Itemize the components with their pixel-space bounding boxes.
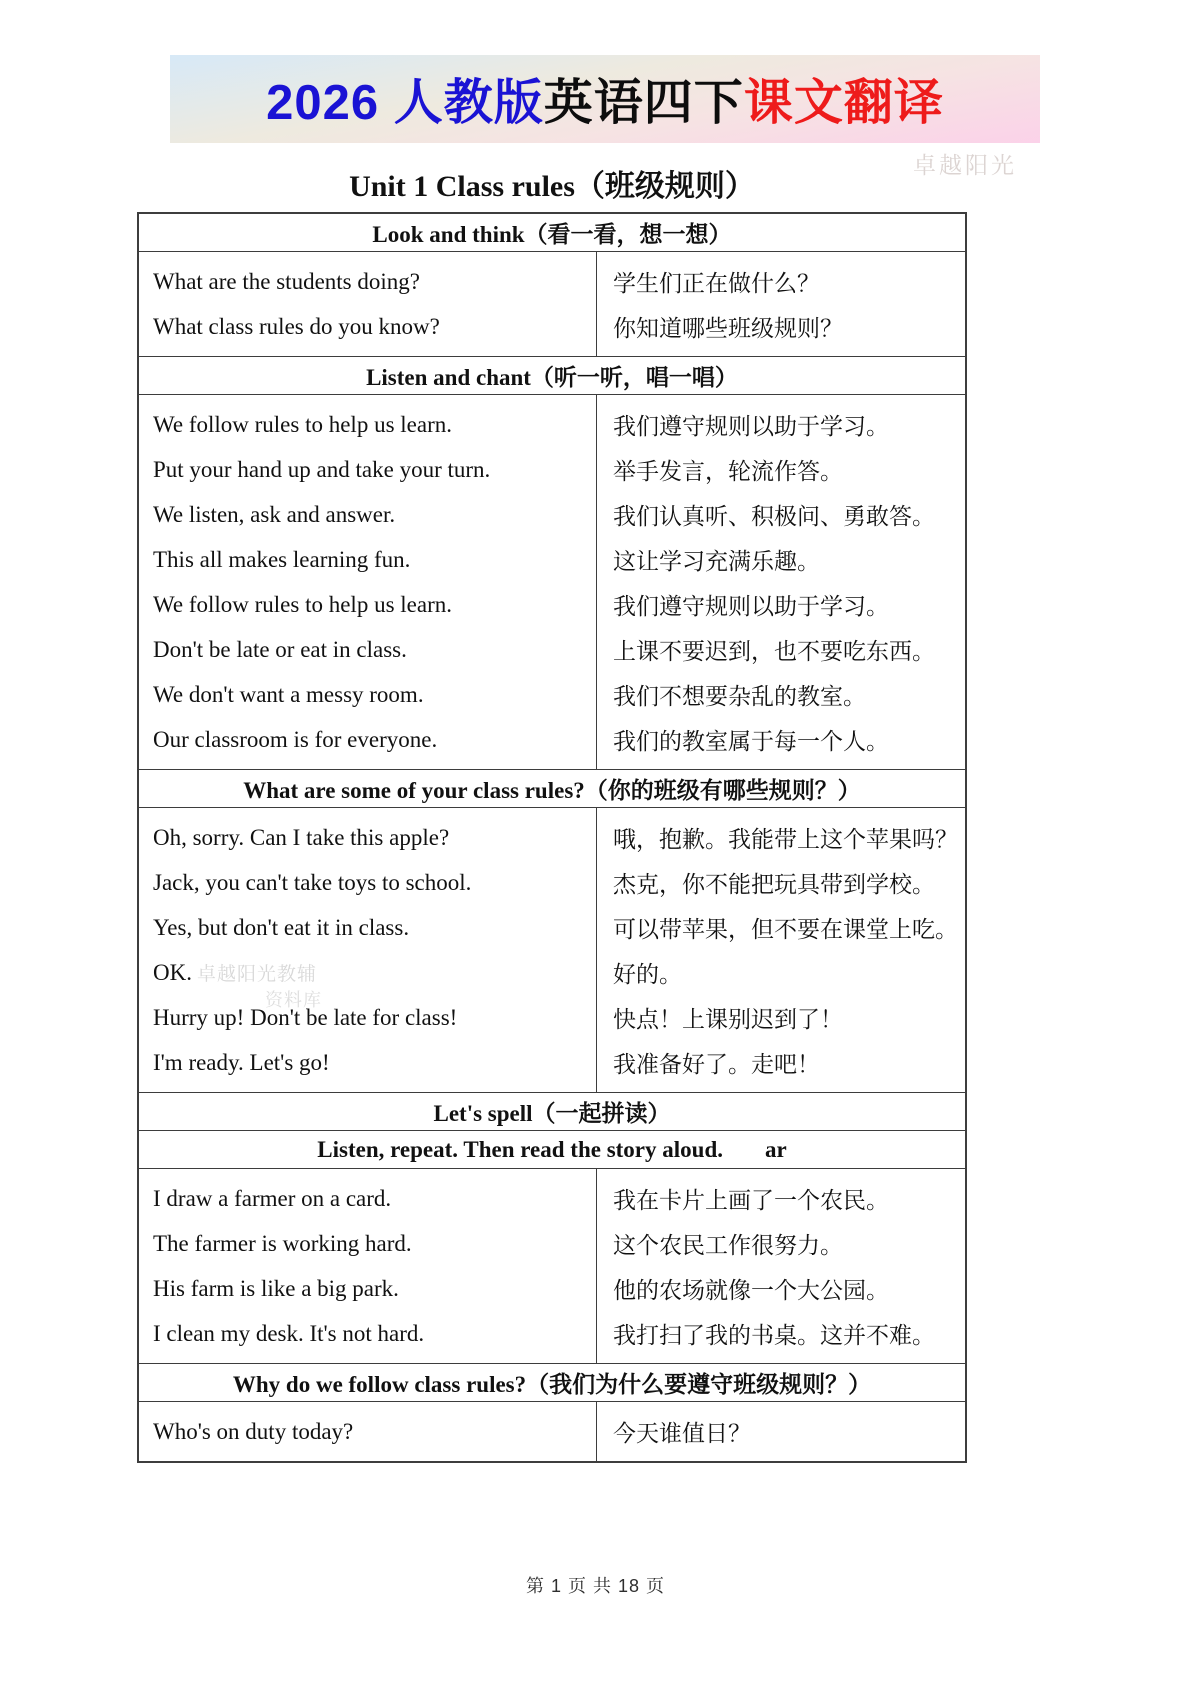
english-sentence-text: We don't want a messy room. bbox=[153, 681, 424, 707]
english-sentence bbox=[153, 717, 596, 762]
english-column-cell bbox=[139, 808, 597, 1092]
english-sentence-text: Our classroom is for everyone. bbox=[153, 726, 438, 752]
english-sentence bbox=[153, 537, 596, 582]
chinese-translation-text: 快点！上课别迟到了！ bbox=[613, 1007, 843, 1032]
english-sentence bbox=[153, 627, 596, 672]
chinese-column-cell bbox=[597, 252, 965, 356]
chinese-translation-text: 杰克，你不能把玩具带到学校。 bbox=[613, 872, 935, 897]
english-sentence-text: I clean my desk. It's not hard. bbox=[153, 1320, 425, 1346]
chinese-translation-text: 我们不想要杂乱的教室。 bbox=[613, 684, 866, 709]
english-sentence-text: Don't be late or eat in class. bbox=[153, 636, 407, 662]
chinese-translation-text: 学生们正在做什么？ bbox=[613, 271, 820, 296]
english-sentence bbox=[153, 950, 596, 1010]
section-header-text: Listen and chant（听一听，唱一唱） bbox=[366, 365, 738, 390]
chinese-translation bbox=[613, 950, 965, 995]
chinese-column-cell bbox=[597, 808, 965, 1092]
english-column-cell bbox=[139, 1169, 597, 1363]
chinese-translation bbox=[613, 627, 965, 672]
chinese-translation-text: 哦，抱歉。我能带上这个苹果吗？ bbox=[613, 827, 958, 852]
english-sentence bbox=[153, 995, 596, 1040]
chinese-translation-text: 我准备好了。走吧！ bbox=[613, 1052, 820, 1077]
section-content-row bbox=[139, 1402, 965, 1461]
banner-text-red: 课文翻译 bbox=[743, 76, 944, 130]
english-sentence bbox=[153, 1311, 596, 1356]
english-sentence bbox=[153, 1409, 596, 1454]
chinese-translation bbox=[613, 537, 965, 582]
chinese-translation bbox=[613, 582, 965, 627]
watermark-inline-line1: 卓越阳光教辅 bbox=[196, 964, 317, 985]
chinese-column-cell bbox=[597, 1169, 965, 1363]
chinese-translation bbox=[613, 1266, 965, 1311]
english-sentence-text: I draw a farmer on a card. bbox=[153, 1185, 392, 1211]
section-header-text: Let's spell（一起拼读） bbox=[433, 1101, 671, 1126]
english-sentence bbox=[153, 1266, 596, 1311]
chinese-translation-text: 我在卡片上画了一个农民。 bbox=[613, 1188, 889, 1213]
chinese-translation bbox=[613, 995, 965, 1040]
english-sentence bbox=[153, 860, 596, 905]
english-sentence-text: This all makes learning fun. bbox=[153, 546, 411, 572]
english-sentence-text: His farm is like a big park. bbox=[153, 1275, 399, 1301]
chinese-translation bbox=[613, 492, 965, 537]
english-sentence bbox=[153, 1040, 596, 1085]
chinese-translation bbox=[613, 1040, 965, 1085]
english-sentence bbox=[153, 447, 596, 492]
section-header-text: Why do we follow class rules?（我们为什么要遵守班级规则？） bbox=[232, 1372, 872, 1397]
section-content-row bbox=[139, 252, 965, 357]
chinese-translation bbox=[613, 815, 965, 860]
chinese-translation-text: 我们的教室属于每一个人。 bbox=[613, 729, 889, 754]
banner-text-blue: 2026 人教版 bbox=[266, 76, 544, 130]
section-content-row bbox=[139, 808, 965, 1093]
english-sentence-text: Hurry up! Don't be late for class! bbox=[153, 1004, 458, 1030]
banner-text-black: 英语四下 bbox=[543, 76, 744, 130]
chinese-translation-text: 我们认真听、积极问、勇敢答。 bbox=[613, 504, 935, 529]
chinese-translation bbox=[613, 1176, 965, 1221]
english-sentence-text: OK. bbox=[153, 959, 192, 985]
chinese-translation-text: 这个农民工作很努力。 bbox=[613, 1233, 843, 1258]
chinese-translation bbox=[613, 672, 965, 717]
section-content-row bbox=[139, 1169, 965, 1364]
chinese-translation-text: 我们遵守规则以助于学习。 bbox=[613, 414, 889, 439]
page-number-footer: 第 1 页 共 18 页 bbox=[525, 1576, 666, 1596]
page-title: Unit 1 Class rules（班级规则） bbox=[349, 170, 755, 203]
section-header-text: Look and think（看一看，想一想） bbox=[372, 222, 732, 247]
chinese-translation bbox=[613, 447, 965, 492]
chinese-translation-text: 我们遵守规则以助于学习。 bbox=[613, 594, 889, 619]
doc-table bbox=[137, 212, 967, 1463]
english-sentence-text: We listen, ask and answer. bbox=[153, 501, 396, 527]
english-sentence-text: Put your hand up and take your turn. bbox=[153, 456, 491, 482]
section-header-extra: ar bbox=[765, 1136, 787, 1162]
english-sentence-text: We follow rules to help us learn. bbox=[153, 591, 452, 617]
chinese-translation-text: 可以带苹果，但不要在课堂上吃。 bbox=[613, 917, 958, 942]
watermark-inline-line2: 资料库 bbox=[264, 990, 322, 1010]
english-sentence-text: I'm ready. Let's go! bbox=[153, 1049, 330, 1075]
english-sentence bbox=[153, 492, 596, 537]
section-content-row bbox=[139, 395, 965, 770]
chinese-translation bbox=[613, 905, 965, 950]
section-header bbox=[139, 214, 965, 252]
english-sentence-text: Yes, but don't eat it in class. bbox=[153, 914, 410, 940]
english-column-cell bbox=[139, 395, 597, 769]
english-sentence-text: Jack, you can't take toys to school. bbox=[153, 869, 472, 895]
section-header bbox=[139, 1364, 965, 1402]
chinese-translation bbox=[613, 717, 965, 762]
chinese-translation-text: 上课不要迟到，也不要吃东西。 bbox=[613, 639, 935, 664]
chinese-translation bbox=[613, 860, 965, 905]
english-sentence bbox=[153, 582, 596, 627]
english-sentence bbox=[153, 402, 596, 447]
chinese-translation bbox=[613, 1221, 965, 1266]
chinese-column-cell bbox=[597, 395, 965, 769]
section-header-text: Listen, repeat. Then read the story aloud. bbox=[317, 1136, 723, 1162]
chinese-translation-text: 好的。 bbox=[613, 962, 682, 987]
english-sentence bbox=[153, 672, 596, 717]
english-sentence-text: What are the students doing? bbox=[153, 268, 420, 294]
title-banner bbox=[170, 55, 1040, 143]
english-sentence bbox=[153, 815, 596, 860]
chinese-column-cell bbox=[597, 1402, 965, 1461]
english-sentence bbox=[153, 1221, 596, 1266]
english-sentence bbox=[153, 1176, 596, 1221]
chinese-translation bbox=[613, 1409, 965, 1454]
chinese-translation-text: 他的农场就像一个大公园。 bbox=[613, 1278, 889, 1303]
english-column-cell bbox=[139, 252, 597, 356]
chinese-translation-text: 这让学习充满乐趣。 bbox=[613, 549, 820, 574]
english-sentence-text: What class rules do you know? bbox=[153, 313, 440, 339]
chinese-translation-text: 你知道哪些班级规则？ bbox=[613, 316, 843, 341]
english-sentence bbox=[153, 259, 596, 304]
english-sentence-text: Who's on duty today? bbox=[153, 1418, 354, 1444]
english-sentence-text: The farmer is working hard. bbox=[153, 1230, 412, 1256]
chinese-translation-text: 今天谁值日？ bbox=[613, 1421, 751, 1446]
chinese-translation-text: 我打扫了我的书桌。这并不难。 bbox=[613, 1323, 935, 1348]
watermark-top-right: 卓越阳光 bbox=[913, 153, 1017, 178]
english-sentence bbox=[153, 905, 596, 950]
english-sentence-text: We follow rules to help us learn. bbox=[153, 411, 452, 437]
section-header bbox=[139, 1093, 965, 1131]
chinese-translation bbox=[613, 1311, 965, 1356]
chinese-translation bbox=[613, 402, 965, 447]
chinese-translation-text: 举手发言，轮流作答。 bbox=[613, 459, 843, 484]
section-header-text: What are some of your class rules?（你的班级有哪些规则？） bbox=[243, 778, 861, 803]
english-column-cell bbox=[139, 1402, 597, 1461]
section-header bbox=[139, 1131, 965, 1169]
watermark-inline bbox=[196, 959, 322, 1010]
english-sentence-text: Oh, sorry. Can I take this apple? bbox=[153, 824, 450, 850]
chinese-translation bbox=[613, 259, 965, 304]
section-header bbox=[139, 357, 965, 395]
chinese-translation bbox=[613, 304, 965, 349]
section-header bbox=[139, 770, 965, 808]
english-sentence bbox=[153, 304, 596, 349]
